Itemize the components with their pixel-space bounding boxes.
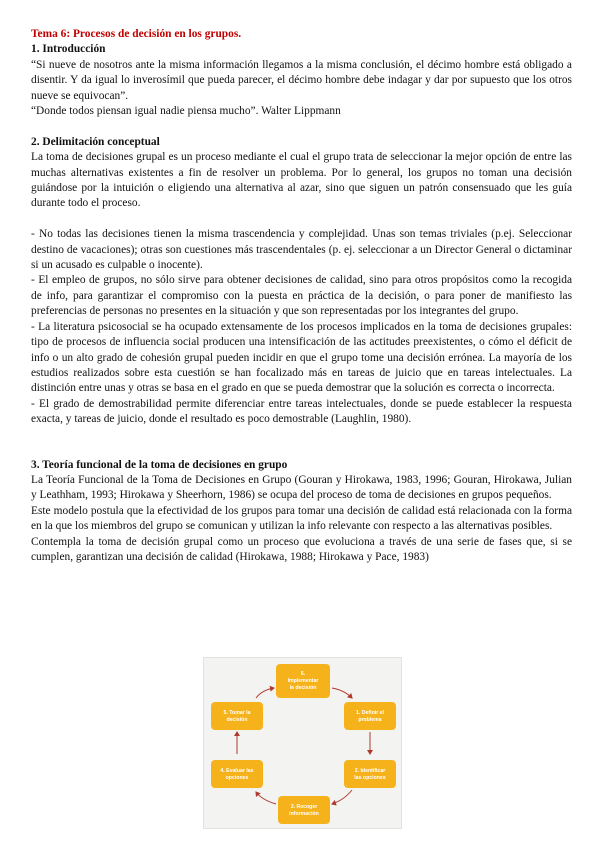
decision-cycle-diagram xyxy=(203,657,402,829)
step-1-line1: 1. Definir el xyxy=(356,710,384,716)
intro-quote-1: “Si nueve de nosotros ante la misma información llegamos a la misma conclusión, el décimo hombre está obligado a disentir. Y da igual lo inverosímil que pueda parecer, el décimo hombre debe indagar y dar por supuesto que los otros nueve se equivocan”. xyxy=(31,58,572,102)
step-5-line2: decisión xyxy=(226,717,248,723)
document-page xyxy=(31,27,572,565)
step-2-box xyxy=(344,760,396,788)
functional-paragraph-2: Este modelo postula que la efectividad de los grupos para tomar una decisión de calidad está relacionada con la forma en la que los miembros del grupo se comunican y utilizan la info relevante con respecto a las alternativas posibles. xyxy=(31,504,572,533)
section-heading-delimitation: 2. Delimitación conceptual xyxy=(31,135,160,148)
section-heading-intro: 1. Introducción xyxy=(31,43,106,56)
step-1-box xyxy=(344,702,396,730)
step-6-line2: Implementar xyxy=(287,678,319,684)
step-6-line1: 6. xyxy=(300,671,306,677)
intro-quote-2: “Donde todos piensan igual nadie piensa mucho”. Walter Lippmann xyxy=(31,105,341,118)
delimitation-bullet-3: - La literatura psicosocial se ha ocupado extensamente de los procesos implicados en la toma de decisiones grupales: tipo de procesos de influencia social producen una intensificación de las actitudes preexistentes, o cómo el déficit de info o un alto grado de cohesión grupal pueden incidir en que el grupo tome una decisión errónea. La mayoría de los estudios realizados sobre esta cuestión se han focalizado más en tareas de juicio que en tareas intelectuales. La distinción entre unas y otras se basa en el grado en que se pueda demostrar que la solución es correcta o incorrecta. xyxy=(31,320,572,395)
arrow-2-to-3 xyxy=(332,790,352,804)
step-4-box xyxy=(211,760,263,788)
functional-paragraph-1: La Teoría Funcional de la Toma de Decisiones en Grupo (Gouran y Hirokawa, 1983, 1996; Gouran, Hirokawa, Julian y Leathham, 1993; Hirokawa y Sheerhorn, 1986) se ocupa del proceso de toma de decisiones en grupos pequeños. xyxy=(31,473,572,502)
delimitation-paragraph: La toma de decisiones grupal es un proceso mediante el cual el grupo trata de seleccionar la mejor opción de entre las muchas alternativas existentes a fin de resolver un problema. Por lo general, los grupos no toman una decisión guiándose por la intuición o eligiendo una alternativa al azar, sino que siguen un patrón consensuado que les guía durante todo el proceso. xyxy=(31,151,572,210)
step-2-line2: las opciones xyxy=(354,775,386,781)
delimitation-bullet-4: - El grado de demostrabilidad permite diferenciar entre tareas intelectuales, donde se puede establecer la respuesta exacta, y tareas de juicio, donde el resultado es poco demostrable (Laughlin, 1980). xyxy=(31,397,572,426)
step-1-line2: problema xyxy=(358,717,382,723)
arrow-6-to-1 xyxy=(332,688,352,698)
step-2-line1: 2. Identificar xyxy=(354,768,386,774)
delimitation-bullet-2: - El empleo de grupos, no sólo sirve para obtener decisiones de calidad, sino para otros propósitos como la recogida de info, para garantizar el compromiso con la puesta en práctica de la decisión, o para poner de manifiesto las preferencias de personas no presentes en la situación y que son representadas por los integrantes del grupo. xyxy=(31,274,572,318)
step-3-box xyxy=(278,796,330,824)
functional-paragraph-3: Contempla la toma de decisión grupal como un proceso que evoluciona a través de una serie de fases que, si se cumplen, garantizan una decisión de calidad (Hirokawa, 1988; Hirokawa y Pace, 1983) xyxy=(31,535,572,563)
step-4-line1: 4. Evaluar las xyxy=(220,768,254,774)
section-heading-functional: 3. Teoría funcional de la toma de decisiones en grupo xyxy=(31,458,288,471)
document-title: Tema 6: Procesos de decisión en los grupos. xyxy=(31,28,242,40)
step-3-line2: información xyxy=(289,811,319,817)
decision-cycle-svg xyxy=(204,658,401,828)
delimitation-bullet-1: - No todas las decisiones tienen la misma trascendencia y complejidad. Unas son temas triviales (p.ej. Seleccionar destino de vacaciones); otras son cuestiones más trascendentales (p. ej. seleccionar a un Director General o dictaminar si un acusado es culpable o inocente). xyxy=(31,228,572,272)
step-5-line1: 5. Tomar la xyxy=(223,710,251,716)
step-6-line3: la decisión xyxy=(289,685,317,691)
step-5-box xyxy=(211,702,263,730)
arrow-3-to-4 xyxy=(256,792,276,804)
step-3-line1: 3. Recoger xyxy=(290,804,318,810)
arrow-5-to-6 xyxy=(256,688,274,698)
step-6-box xyxy=(276,664,330,698)
step-4-line2: opciones xyxy=(225,775,249,781)
